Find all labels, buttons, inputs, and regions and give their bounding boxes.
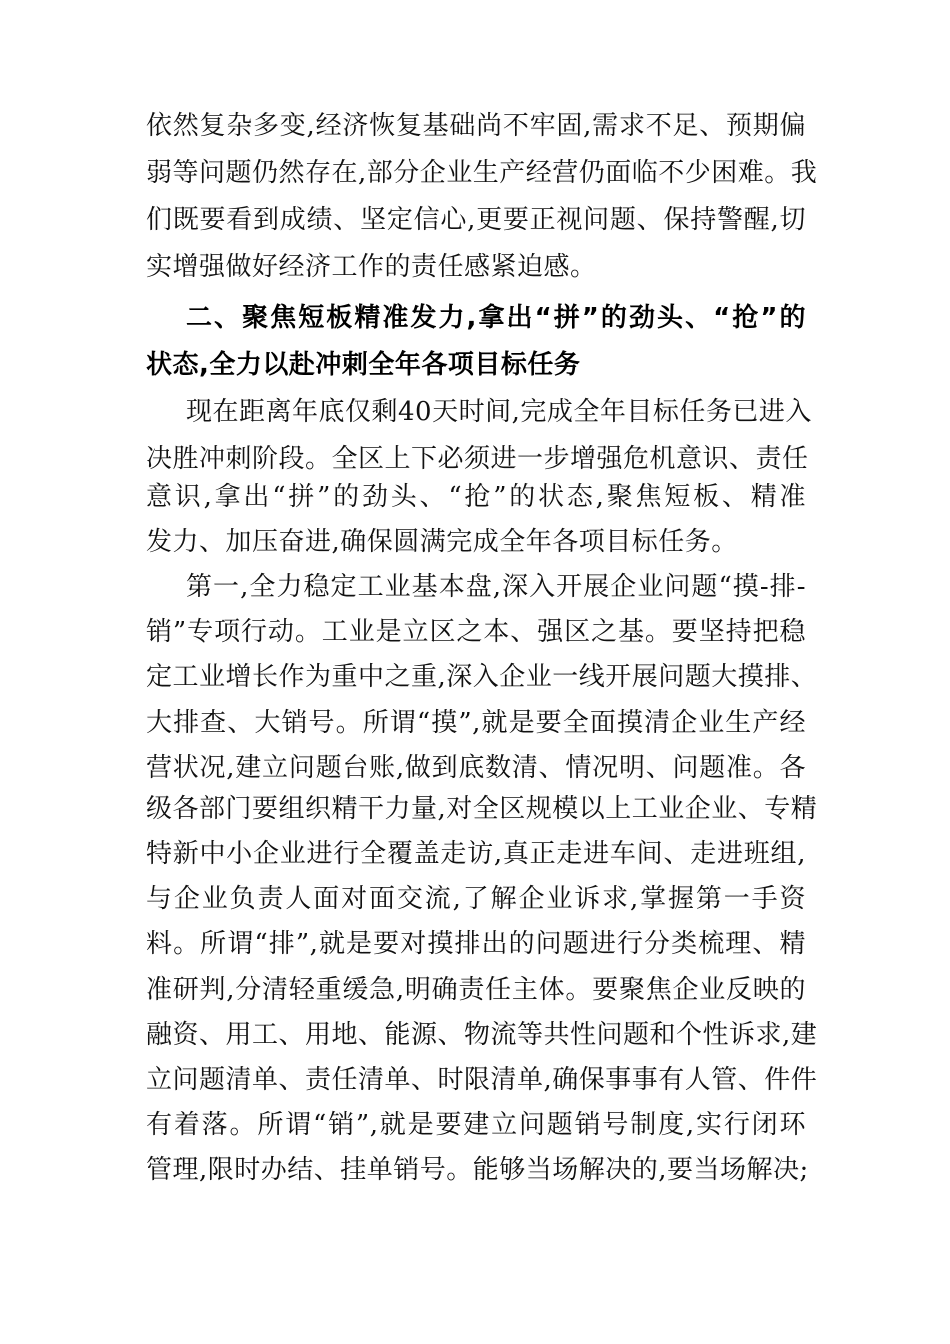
body-line: 们既要看到成绩、坚定信心,更要正视问题、保持警醒,切 <box>146 205 806 235</box>
body-line: 销”专项行动。工业是立区之本、强区之基。要坚持把稳 <box>146 617 806 647</box>
body-line: 弱等问题仍然存在,部分企业生产经营仍面临不少困难。我 <box>146 158 818 188</box>
body-line: 实增强做好经济工作的责任感紧迫感。 <box>146 252 597 282</box>
body-line: 与企业负责人面对面交流,了解企业诉求,掌握第一手资 <box>146 884 806 914</box>
body-line: 融资、用工、用地、能源、物流等共性问题和个性诉求,建 <box>146 1020 818 1050</box>
body-line: 决胜冲刺阶段。全区上下必须进一步增强危机意识、责任 <box>146 444 809 474</box>
body-line: 立问题清单、责任清单、时限清单,确保事事有人管、件件 <box>146 1065 818 1095</box>
body-line: 定工业增长作为重中之重,深入企业一线开展问题大摸排、 <box>146 662 818 692</box>
body-line: 意识,拿出“拼”的劲头、“抢”的状态,聚焦短板、精准 <box>146 482 806 512</box>
body-line: 第一,全力稳定工业基本盘,深入开展企业问题“摸-排- <box>186 572 806 602</box>
body-line: 发力、加压奋进,确保圆满完成全年各项目标任务。 <box>146 527 738 557</box>
body-line: 依然复杂多变,经济恢复基础尚不牢固,需求不足、预期偏 <box>146 111 806 141</box>
body-line: 级各部门要组织精干力量,对全区规模以上工业企业、专精 <box>146 794 818 824</box>
section-heading: 二、聚焦短板精准发力,拿出“拼”的劲头、“抢”的 <box>186 303 806 333</box>
body-line: 管理,限时办结、挂单销号。能够当场解决的,要当场解决; <box>146 1155 809 1185</box>
body-line: 料。所谓“排”,就是要对摸排出的问题进行分类梳理、精 <box>146 929 806 959</box>
body-line: 有着落。所谓“销”,就是要建立问题销号制度,实行闭环 <box>146 1110 806 1140</box>
body-line: 现在距离年底仅剩40天时间,完成全年目标任务已进入 <box>186 397 812 427</box>
body-line: 大排查、大销号。所谓“摸”,就是要全面摸清企业生产经 <box>146 708 806 738</box>
body-line: 准研判,分清轻重缓急,明确责任主体。要聚焦企业反映的 <box>146 975 806 1005</box>
body-line: 特新中小企业进行全覆盖走访,真正走进车间、走进班组, <box>146 839 806 869</box>
section-heading: 状态,全力以赴冲刺全年各项目标任务 <box>146 350 581 380</box>
body-line: 营状况,建立问题台账,做到底数清、情况明、问题准。各 <box>146 753 806 783</box>
